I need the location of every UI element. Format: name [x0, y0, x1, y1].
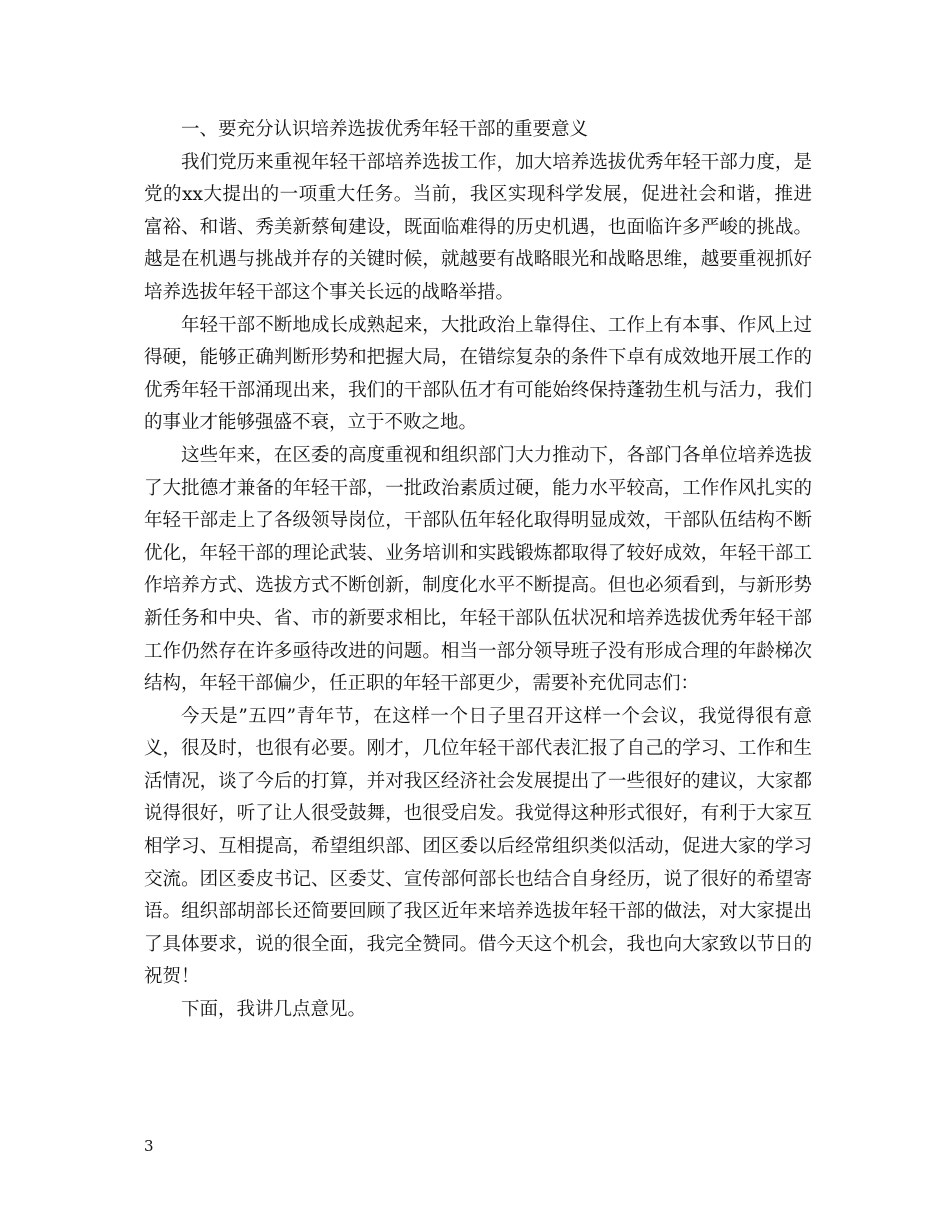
- paragraph-growth: 年轻干部不断地成长成熟起来，大批政治上靠得住、工作上有本事、作风上过得硬，能够正确判断形势和把握大局，在错综复杂的条件下卓有成效地开展工作的优秀年轻干部涌现出来，我们的干部队伍才有可能始终保持蓬勃生机与活力，我们的事业才能够强盛不衰，立于不败之地。: [144, 314, 812, 434]
- paragraph-youth-day: 今天是”五四”青年节，在这样一个日子里召开这样一个会议，我觉得很有意义，很及时，也很有必要。刚才，几位年轻干部代表汇报了自己的学习、工作和生活情况，谈了今后的打算，并对我区经济社会发展提出了一些很好的建议，大家都说得很好，听了让人很受鼓舞，也很受启发。我觉得这种形式很好，有利于大家互相学习、互相提高，希望组织部、团区委以后经常组织类似活动，促进大家的学习交流。团区委皮书记、区委艾、宣传部何部长也结合自身经历，说了很好的希望寄语。组织部胡部长还简要回顾了我区近年来培养选拔年轻干部的做法，对大家提出了具体要求，说的很全面，我完全赞同。借今天这个机会，我也向大家致以节日的祝贺！: [144, 705, 812, 988]
- paragraph-achievements: 这些年来，在区委的高度重视和组织部门大力推动下，各部门各单位培养选拔了大批德才兼备的年轻干部，一批政治素质过硬，能力水平较高，工作作风扎实的年轻干部走上了各级领导岗位，干部队伍年轻化取得明显成效，干部队伍结构不断优化，年轻干部的理论武装、业务培训和实践锻炼都取得了较好成效，年轻干部工作培养方式、选拔方式不断创新，制度化水平不断提高。但也必须看到，与新形势新任务和中央、省、市的新要求相比，年轻干部队伍状况和培养选拔优秀年轻干部工作仍然存在许多亟待改进的问题。相当一部分领导班子没有形成合理的年龄梯次结构，年轻干部偏少，任正职的年轻干部更少，需要补充优同志们：: [144, 444, 812, 695]
- section-heading: 一、要充分认识培养选拔优秀年轻干部的重要意义: [181, 119, 589, 140]
- page-number: 3: [144, 1137, 154, 1155]
- document-body: [144, 114, 812, 1027]
- paragraph-importance: 我们党历来重视年轻干部培养选拔工作，加大培养选拔优秀年轻干部力度，是党的xx大提出的一项重大任务。当前，我区实现科学发展，促进社会和谐，推进富裕、和谐、秀美新蔡甸建设，既面临难得的历史机遇，也面临许多严峻的挑战。越是在机遇与挑战并存的关键时候，就越要有战略眼光和战略思维，越要重视抓好培养选拔年轻干部这个事关长远的战略举措。: [144, 151, 812, 303]
- paragraph-opinions: 下面，我讲几点意见。: [181, 999, 367, 1021]
